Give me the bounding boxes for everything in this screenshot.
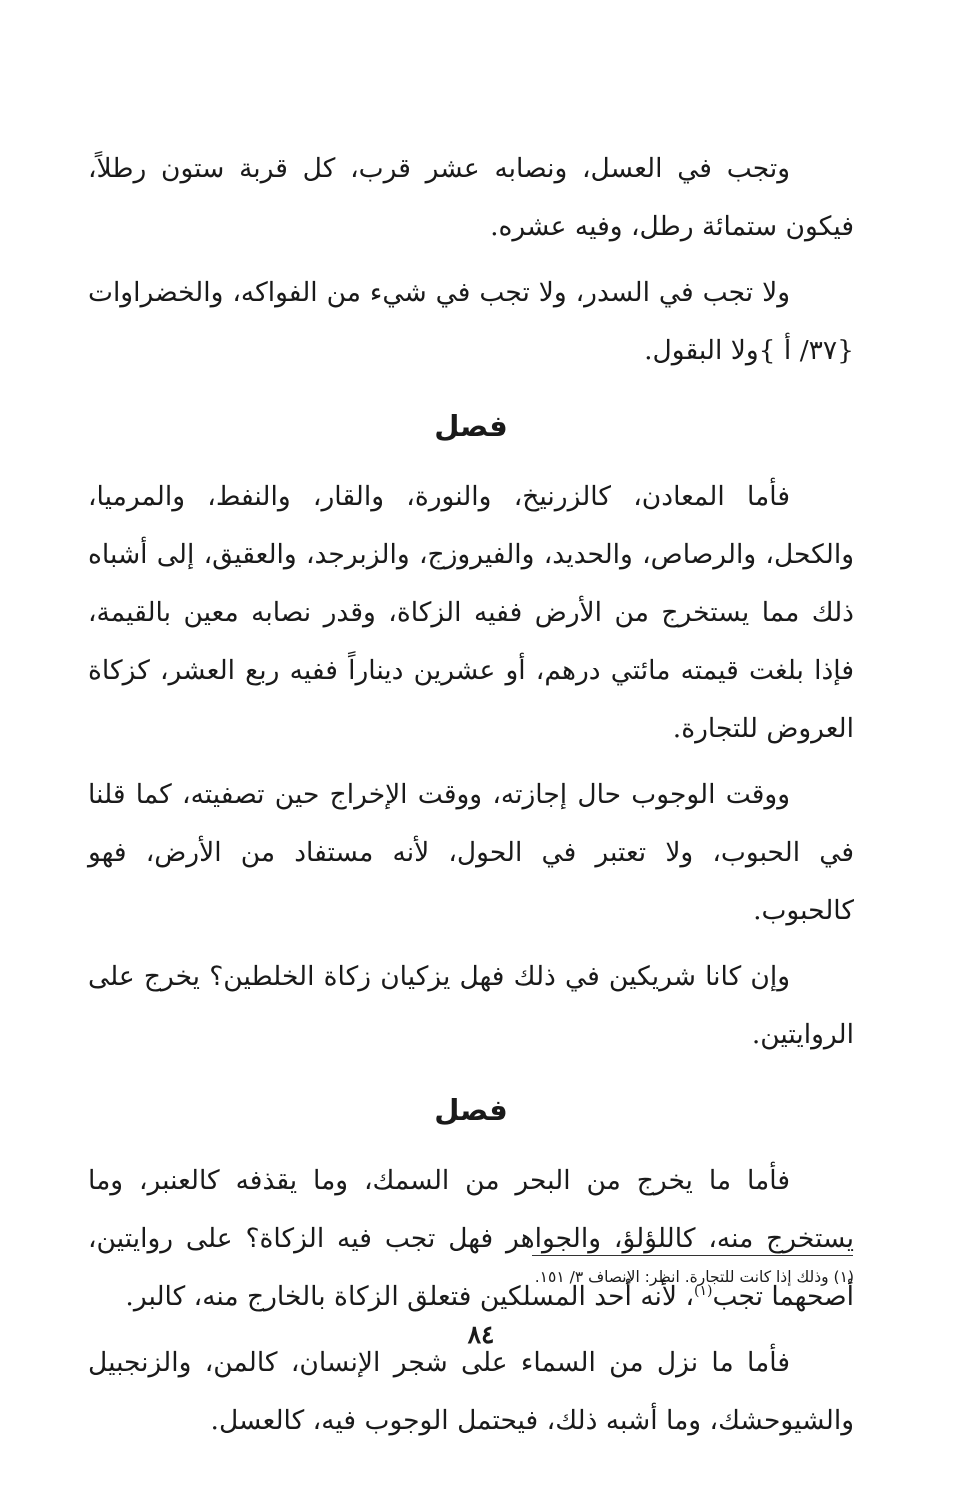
- paragraph-minerals: فأما المعادن، كالزرنيخ، والنورة، والقار، والنفط، والمرميا، والكحل، والرصاص، والحديد، والفيروزج، والزبرجد، والعقيق، إلى أشباه ذلك مما يستخرج من الأرض ففيه الزكاة، وقدر نصابه معين بالقيمة، فإذا بلغت قيمته مائتي درهم، أو عشرين ديناراً ففيه ربع العشر، كزكاة العروض للتجارة.: [88, 481, 854, 744]
- paragraph-text: ، لأنه أحد المسلكين فتعلق الزكاة بالخارج منه، كالبر.: [125, 1281, 695, 1312]
- paragraph-timing: ووقت الوجوب حال إجازته، ووقت الإخراج حين تصفيته، كما قلنا في الحبوب، ولا تعتبر في الحول، لأنه مستفاد من الأرض، فهو كالحبوب.: [88, 779, 854, 926]
- paragraph-fruits: ولا تجب في السدر، ولا تجب في شيء من الفواكه، والخضراوات {٣٧/ أ }ولا البقول.: [88, 277, 854, 366]
- paragraph-partners: وإن كانا شريكين في ذلك فهل يزكيان زكاة الخلطين؟ يخرج على الروايتين.: [88, 961, 854, 1050]
- paragraph-honey: وتجب في العسل، ونصابه عشر قرب، كل قربة ستون رطلاً، فيكون ستمائة رطل، وفيه عشره.: [88, 153, 854, 242]
- paragraph-sea-products: [88, 1152, 854, 1326]
- section-heading: فصل: [434, 1093, 508, 1127]
- section-heading: فصل: [434, 409, 508, 443]
- footnote-marker: (١): [694, 1283, 713, 1300]
- paragraph-text: فأما ما يخرج من البحر من السمك، وما يقذفه كالعنبر، وما يستخرج منه، كاللؤلؤ، والجواهر فهل تجب فيه الزكاة؟ على روايتين، أصحهما تجب: [88, 1165, 854, 1312]
- footnote: (١) وذلك إذا كانت للتجارة. انظر: الإنصاف ٣/ ١٥١.: [534, 1268, 854, 1286]
- page-number: ٨٤: [467, 1320, 495, 1349]
- paragraph-sky-products: فأما ما نزل من السماء على شجر الإنسان، كالمن، والزنجبيل والشيوحشك، وما أشبه ذلك، فيحتمل الوجوب فيه، كالعسل.: [88, 1347, 854, 1436]
- footnote-divider: [532, 1255, 853, 1256]
- main-text: [88, 140, 854, 1458]
